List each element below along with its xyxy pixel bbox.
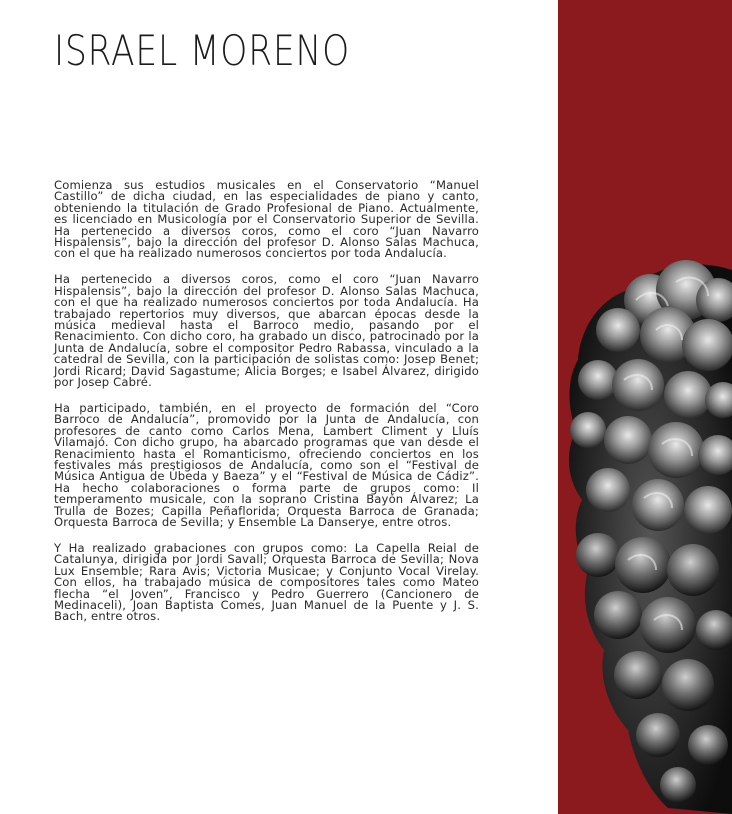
page-title: ISRAEL MORENO: [54, 26, 351, 75]
ink-smoke-image: [558, 0, 732, 814]
red-side-panel: [558, 0, 732, 814]
biography-paragraph-4: Y Ha realizado grabaciones con grupos como: La Capella Reial de Catalunya, dirigida por Jordi Savall; Orquesta Barroca de Sevilla; Nova Lux Ensemble; Rara Avis; Victoria Musicae; y Conjunto Vocal Virelay. Con ellos, ha trabajado música de compositores tales como Mateo flecha “el Joven”, Francisco y Pedro Guerrero (Cancionero de Medinaceli), Joan Baptista Comes, Juan Manuel de la Puente y J. S. Bach, entre otros.: [54, 540, 479, 624]
biography-paragraph-3: Ha participado, también, en el proyecto de formación del “Coro Barroco de Andalucía”, promovido por la Junta de Andalucía, con profesores de canto como Carlos Mena, Lambert Climent y Lluís Vilamajó. Con dicho grupo, ha abarcado programas que van desde el Renacimiento hasta el Romanticismo, ofreciendo conciertos en los festivales más prestigiosos de Andalucía, como son el “Festival de Música Antigua de Úbeda y Baeza” y el “Festival de Música de Cádiz”. Ha hecho colaboraciones o forma parte de grupos como: Il temperamento musicale, con la soprano Cristina Bayón Álvarez; La Trulla de Bozes; Capilla Peñaflorida; Orquesta Barroca de Granada; Orquesta Barroca de Sevilla; y Ensemble La Danserye, entre otros.: [54, 400, 479, 529]
biography-paragraph-2: Ha pertenecido a diversos coros, como el coro “Juan Navarro Hispalensis”, bajo la dirección del profesor D. Alonso Salas Machuca, con el que ha realizado numerosos conciertos por toda Andalucía. Ha trabajado repertorios muy diversos, que abarcan épocas desde la música medieval hasta el Barroco medio, pasando por el Renacimiento. Con dicho coro, ha grabado un disco, patrocinado por la Junta de Andalucía, sobre el compositor Pedro Rabassa, vinculado a la catedral de Sevilla, con la participación de solistas como: Josep Benet; Jordi Ricard; David Sagastume; Alicia Borges; e Isabel Álvarez, dirigido por Josep Cabré.: [54, 272, 479, 389]
biography-paragraph-1: Comienza sus estudios musicales en el Conservatorio “Manuel Castillo” de dicha ciudad, en las especialidades de piano y canto, obteniendo la titulación de Grado Profesional de Piano. Actualmente, es licenciado en Musicología por el Conservatorio Superior de Sevilla. Ha pertenecido a diversos coros, como el coro “Juan Navarro Hispalensis”, bajo la dirección del profesor D. Alonso Salas Machuca, con el que ha realizado numerosos conciertos por toda Andalucía.: [54, 178, 479, 261]
biography-text: [54, 180, 479, 637]
